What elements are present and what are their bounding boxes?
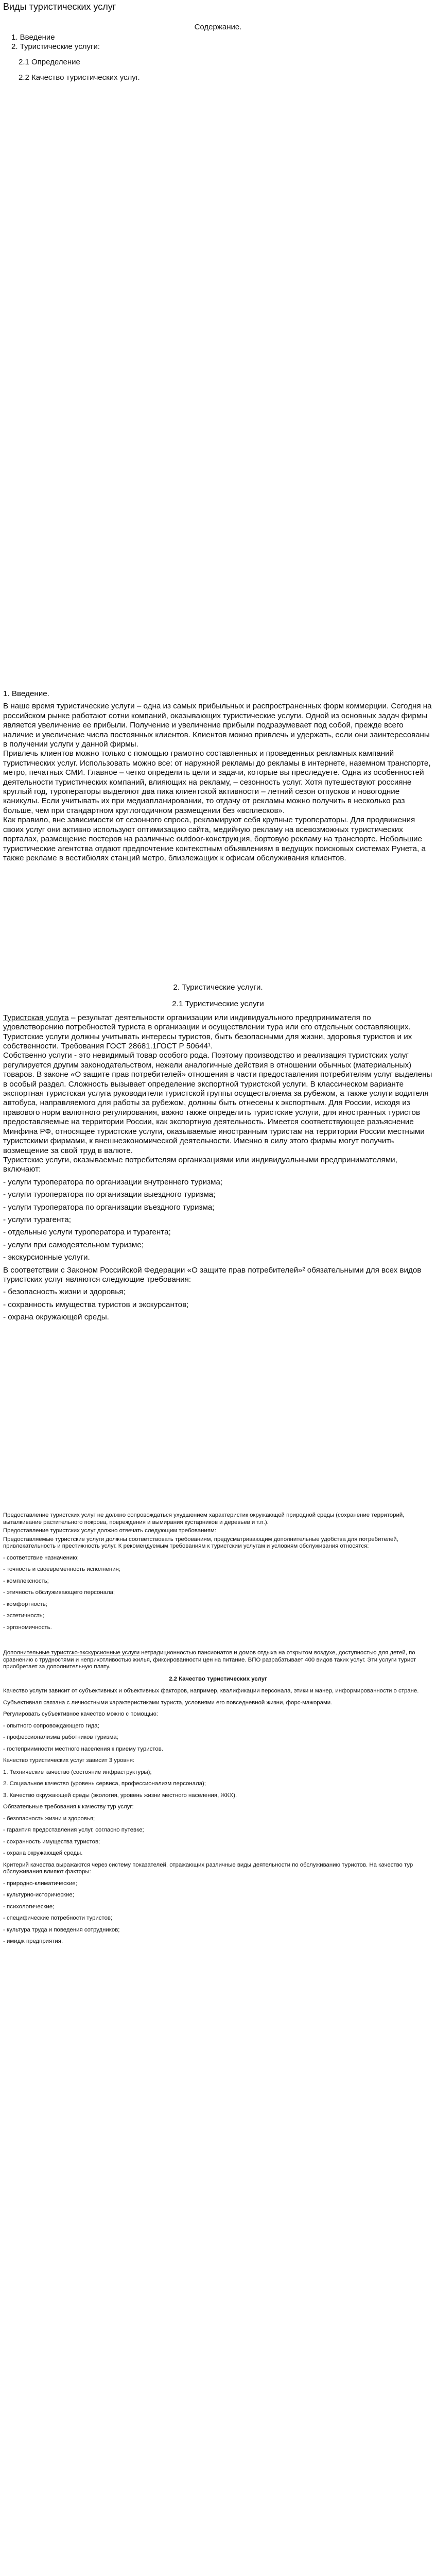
section-2 bbox=[3, 983, 433, 1323]
paragraph-text: нетрадиционностью пансионатов и домов отдыха на открытом воздухе, доступностью для детей, по сравнению с трудностями и неприхотливостью жилья, фиксированности цен на питание. ВПО разрабатывает 400 видов таких услуг. Эти услуги турист приобретает за дополнительную плату. bbox=[3, 1650, 416, 1670]
paragraph: Субъективная связана с личностными характеристиками туриста, условиями его повседневной жизни, форс-мажорами. bbox=[3, 1699, 333, 1706]
requirements-block bbox=[3, 1512, 433, 1631]
list-item: - профессионализма работников туризма; bbox=[3, 1734, 118, 1740]
list-item: - опытного сопровождающего гида; bbox=[3, 1722, 99, 1729]
toc-item: 2.1 Определение bbox=[19, 58, 80, 66]
underlined-term: Дополнительные туристско-экскурсионные услуги bbox=[3, 1650, 140, 1656]
paragraph: Качество туристических услуг зависит 3 уровня: bbox=[3, 1757, 135, 1764]
list-item: - точность и своевременность исполнения; bbox=[3, 1566, 120, 1572]
paragraph: Критерий качества выражаются через систему показателей, отражающих различные виды деятельности по обслуживанию туристов. На качество тур обслуживания влияют факторы: bbox=[3, 1861, 413, 1875]
paragraph: Качество услуги зависит от субъективных и объективных факторов, например, квалификации персонала, этики и манер, информированности о стране. bbox=[3, 1688, 419, 1694]
paragraph bbox=[3, 1650, 433, 1671]
subsection-heading: 2.2 Качество туристических услуг bbox=[169, 1675, 267, 1682]
section-heading: 1. Введение. bbox=[3, 689, 49, 698]
list-item: - услуги туроператора по организации внутреннего туризма; bbox=[3, 1177, 223, 1187]
list-item: - специфические потребности туристов; bbox=[3, 1915, 113, 1921]
list-item: - гостеприимности местного населения к приему туристов. bbox=[3, 1745, 163, 1752]
list-item: - услуги при самодеятельном туризме; bbox=[3, 1240, 144, 1249]
paragraph: Собственно услуги - это невидимый товар особого рода. Поэтому производство и реализация туристских услуг регулируется другим законодательством, нежели аналогичные действия в отношении обычных (материальных) товаров. В законе «О защите прав потребителей» отношения в части предоставления потребителям услуг выделены в особый раздел. Сложность вызывает определение экспортной туристской услуги. В классическом варианте экспортная туристская услуга руководители туристской группы осуществляема за рубежом, а также услуги водителя автобуса, направляемого для работы за рубежом, должны быть отнесены к экспортным. Для России, исходя из правового норм валютного регулирования, важно также определить туристские услуги, для иностранных туристов предоставляемые на территории России, как экспортную деятельность. Имеется соответствующее разъяснение Минфина РФ, относящее туристские услуги, оказываемые иностранным туристам на территории России местными туристскими фирмами, к внешнеэкономической деятельности. Именно в силу этого фирмы могут получить возмещение за свой труд в валюте. bbox=[3, 1051, 432, 1155]
toc-item: 2.2 Качество туристических услуг. bbox=[19, 73, 140, 82]
toc-heading: Содержание. bbox=[194, 23, 242, 31]
list-item: - культура труда и поведения сотрудников; bbox=[3, 1926, 120, 1933]
list-item: - экскурсионные услуги. bbox=[3, 1253, 90, 1262]
definition-term: Туристская услуга bbox=[3, 1013, 69, 1022]
list-item: - эстетичность; bbox=[3, 1613, 44, 1619]
paragraph: В наше время туристические услуги – одна из самых прибыльных и распространенных форм коммерции. Сегодня на российском рынке работают сотни компаний, оказывающих туристические услуги. Одной из основных задач фирмы является увеличение ее прибыли. Получение и увеличение прибыли подразумевает под собой, прежде всего наличие и увеличение числа постоянных клиентов. Клиентов можно привлечь и удержать, если они заинтересованы в получении услуги у данной фирмы. bbox=[3, 702, 432, 749]
paragraph: Привлечь клиентов можно только с помощью грамотно составленных и проведенных рекламных кампаний туристических услуг. Использовать можно все: от наружной рекламы до рекламы в интернете, наземном транспорте, метро, печатных СМИ. Главное – четко определить цели и задачи, которые вы преследуете. Одна из особенностей деятельности туристических компаний, влияющих на рекламу, – сезонность услуг. Хотя путешествуют россияне круглый год, туроператоры выделяют два пика клиентской активности – летний сезон отпусков и новогодние каникулы. Если учитывать их при медиапланировании, то отдачу от рекламы можно получить в несколько раз больше, чем при стандартном круглогодичном размещении без «всплесков». bbox=[3, 749, 431, 815]
paragraph: В соответствии с Законом Российской Федерации «О защите прав потребителей»² обязательными для всех видов туристских услуг являются следующие требования: bbox=[3, 1265, 422, 1284]
list-item: - охрана окружающей среды. bbox=[3, 1850, 83, 1856]
list-item: - эргономичность. bbox=[3, 1624, 52, 1631]
list-item: - имидж предприятия. bbox=[3, 1938, 63, 1944]
list-item: - услуги туроператора по организации въездного туризма; bbox=[3, 1202, 215, 1212]
list-item: - гарантия предоставления услуг, согласно путевке; bbox=[3, 1827, 144, 1833]
paragraph: Предоставление туристских услуг должно отвечать следующим требованиям: bbox=[3, 1528, 216, 1534]
list-item: 1. Технические качество (состояние инфраструктуры); bbox=[3, 1769, 152, 1775]
list-item: - безопасность жизни и здоровья; bbox=[3, 1815, 95, 1822]
quality-block bbox=[3, 1650, 433, 1945]
list-item: - природно-климатические; bbox=[3, 1880, 77, 1887]
list-item: - этичность обслуживающего персонала; bbox=[3, 1589, 115, 1596]
list-item: - комплексность; bbox=[3, 1578, 49, 1584]
list-item: - услуги туроператора по организации выездного туризма; bbox=[3, 1190, 216, 1199]
list-item: - охрана окружающей среды. bbox=[3, 1313, 109, 1322]
list-item: - психологические; bbox=[3, 1903, 55, 1910]
toc-item: 1. Введение bbox=[11, 33, 55, 42]
paragraph: Туристские услуги, оказываемые потребителям организациями или индивидуальными предпринимателями, включают: bbox=[3, 1155, 397, 1174]
paragraph: Предоставление туристских услуг не должно сопровождаться ухудшением характеристик окружающей природной среды (сохранение территорий, выталкивание растительного покрова, повреждения и вымирания кустарников и деревьев и т.п.). bbox=[3, 1512, 405, 1526]
intro-section bbox=[3, 689, 433, 863]
page-title: Виды туристических услуг bbox=[3, 2, 116, 12]
list-item: - сохранность имущества туристов; bbox=[3, 1838, 100, 1845]
list-item: - соответствие назначению; bbox=[3, 1554, 79, 1561]
list-item: - сохранность имущества туристов и экскурсантов; bbox=[3, 1300, 189, 1309]
subsection-heading: 2.1 Туристические услуги bbox=[172, 999, 264, 1009]
list-item: - комфортность; bbox=[3, 1601, 47, 1607]
definition-text: – результат деятельности организации или индивидуального предпринимателя по удовлетворению потребностей туриста в организации и осуществлении тура или его отдельных составляющих. Туристские услуги должны учитывать интересы туристов, быть безопасными для жизни, здоровья туристов и их собственности. Требования ГОСТ 28681.1ГОСТ Р 50644¹. bbox=[3, 1013, 412, 1051]
list-item: - отдельные услуги туроператора и турагента; bbox=[3, 1228, 171, 1237]
toc-item: 2. Туристические услуги: bbox=[11, 42, 100, 51]
paragraph: Предоставляемые туристские услуги должны соответствовать требованиям, предусматривающим дополнительные удобства для потребителей, привлекательность и престижность услуг. К рекомендуемым требованиям к туристским услугам и условиям обслуживания относятся: bbox=[3, 1536, 398, 1549]
list-item: - услуги турагента; bbox=[3, 1215, 71, 1224]
list-item: - культурно-исторические; bbox=[3, 1892, 74, 1898]
paragraph: Обязательные требования к качеству тур услуг: bbox=[3, 1804, 134, 1810]
section-heading: 2. Туристические услуги. bbox=[173, 983, 263, 992]
list-item: - безопасность жизни и здоровья; bbox=[3, 1287, 126, 1297]
list-item: 2. Социальное качество (уровень сервиса, профессионализм персонала); bbox=[3, 1781, 206, 1787]
list-item: 3. Качество окружающей среды (экология, уровень жизни местного населения, ЖКХ). bbox=[3, 1792, 237, 1799]
paragraph: Регулировать субъективное качество можно с помощью: bbox=[3, 1711, 158, 1717]
definition-paragraph bbox=[3, 1013, 433, 1052]
paragraph: Как правило, вне зависимости от сезонного спроса, рекламируют себя крупные туроператоры. Для продвижения своих услуг они активно используют оптимизацию сайта, медийную рекламу на всевозможных туристических порталах, размещение постеров на различные outdoor-конструкция, бортовую рекламу на транспорте. Небольшие туристические агентства отдают предпочтение контекстным объявлениям в ведущих поисковых системах Рунета, а также рекламе в вестибюлях станций метро, близлежащих к офисам обслуживания клиентов. bbox=[3, 816, 426, 862]
